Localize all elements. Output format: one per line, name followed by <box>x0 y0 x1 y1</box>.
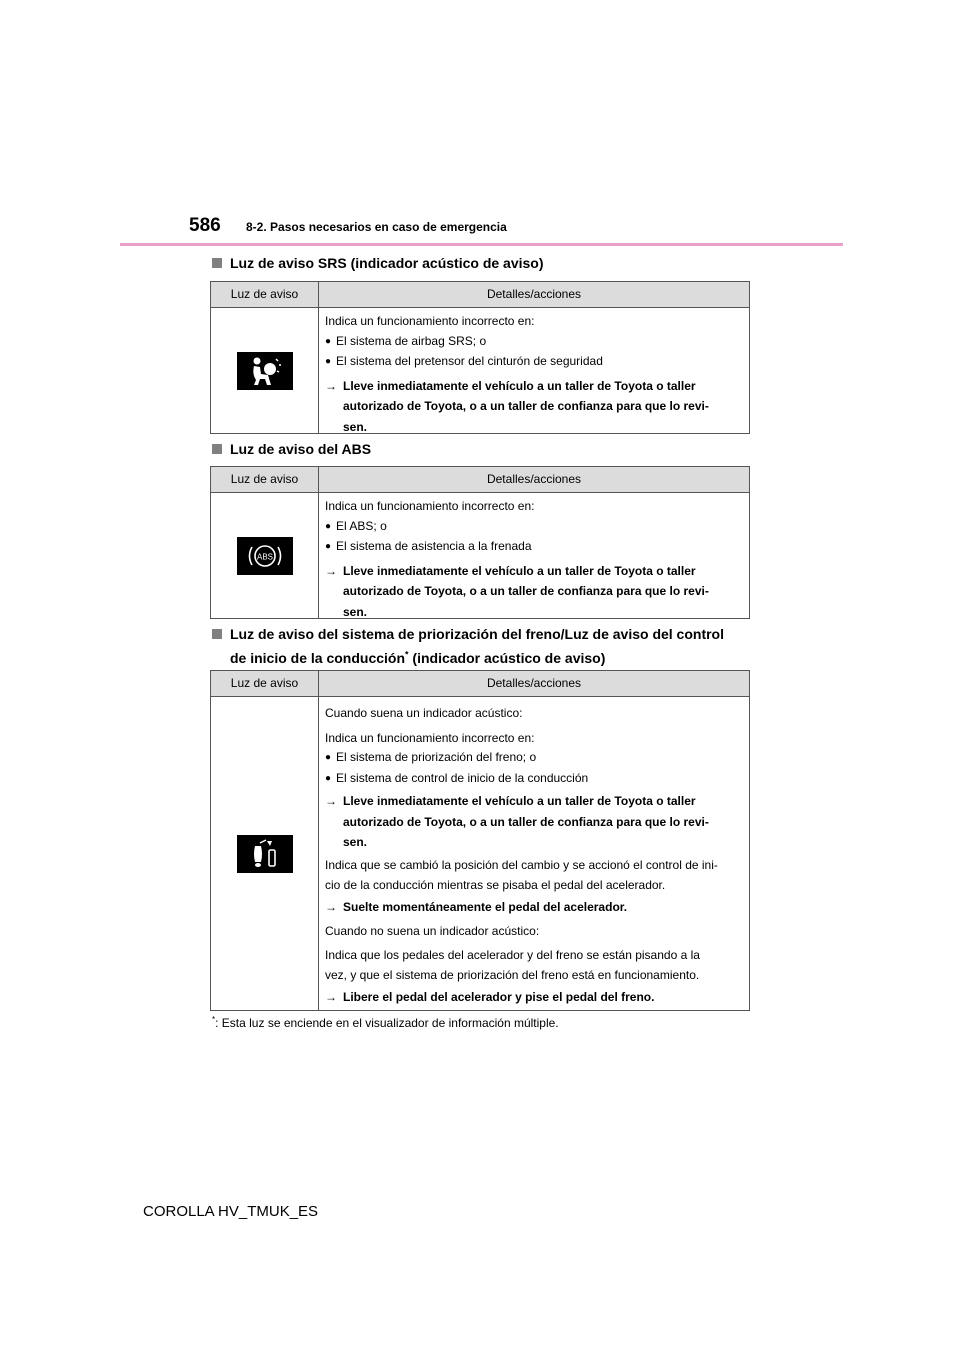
square-bullet-icon <box>212 629 222 639</box>
table-header <box>211 671 749 697</box>
footnote: *: Esta luz se enciende en el visualizador de información múltiple. <box>212 1015 559 1030</box>
col-warning-light: Luz de aviso <box>211 282 319 307</box>
arrow-icon: → <box>325 794 337 808</box>
col-details: Detalles/acciones <box>486 287 582 301</box>
table-header <box>211 282 749 308</box>
details-cell: Indica un funcionamiento incorrecto en: ● El ABS; o ● El sistema de asistencia a la frenada → Lleve inmediatamente el vehículo a un taller de Toyota o taller autorizado de Toyota, o a un taller de confianza para que lo revi- sen. <box>319 493 749 618</box>
col-details: Detalles/acciones <box>486 472 582 486</box>
header-divider <box>120 243 843 246</box>
table-row <box>211 308 749 433</box>
svg-text:ABS: ABS <box>256 552 273 561</box>
details-cell: Cuando suena un indicador acústico: Indica un funcionamiento incorrecto en: ● El sistema de priorización del freno; o ● El sistema de control de inicio de la conducción → Lleve inmediatamente el vehículo a un taller de Toyota o taller autorizado de Toyota, o a un taller de confianza para que lo revi- sen. Indica que se cambió la posición del cambio y se accionó el control de ini- cio de la conducción mientras se pisaba el pedal del acelerador. → Suelte momentáneamente el pedal del acelerador. Cuando no suena un indicador acústico: Indica que los pedales del acelerador y del freno se están pisando a la vez, y que el sistema de priorización del freno está en funcionamiento. → Libere el pedal del acelerador y pise el pedal del freno. <box>319 697 749 1010</box>
details-cell: Indica un funcionamiento incorrecto en: ● El sistema de airbag SRS; o ● El sistema del pretensor del cinturón de seguridad → Lleve inmediatamente el vehículo a un taller de Toyota o taller autorizado de Toyota, o a un taller de confianza para que lo revi- sen. <box>319 308 749 433</box>
srs-heading: Luz de aviso SRS (indicador acústico de aviso) <box>212 253 544 273</box>
srs-airbag-warning-icon <box>237 352 293 390</box>
action-text: → Lleve inmediatamente el vehículo a un taller de Toyota o taller autorizado de Toyota, o a un taller de confianza para que lo revi- sen. <box>325 376 743 438</box>
arrow-icon: → <box>325 899 337 914</box>
col-details: Detalles/acciones <box>486 676 582 690</box>
page-number: 586 <box>189 215 221 236</box>
arrow-icon: → <box>325 989 337 1004</box>
list-item: ● El sistema de priorización del freno; o <box>325 748 743 769</box>
brake-heading: Luz de aviso del sistema de priorización del freno/Luz de aviso del control de inicio de la conducción* (indicador acústico de aviso) <box>212 624 724 668</box>
arrow-icon: → <box>325 378 337 393</box>
action-text: → Libere el pedal del acelerador y pise el pedal del freno. <box>325 987 743 1008</box>
srs-table <box>210 281 750 434</box>
table-row <box>211 697 749 1010</box>
abs-table <box>210 466 750 619</box>
list-item: ● El sistema de airbag SRS; o <box>325 332 743 353</box>
action-text: → Suelte momentáneamente el pedal del acelerador. <box>325 897 743 918</box>
table-header <box>211 467 749 493</box>
brake-table <box>210 670 750 1011</box>
action-text: → Lleve inmediatamente el vehículo a un taller de Toyota o taller autorizado de Toyota, o a un taller de confianza para que lo revi- sen. <box>325 561 743 623</box>
arrow-icon: → <box>325 563 337 578</box>
action-text: → Lleve inmediatamente el vehículo a un taller de Toyota o taller autorizado de Toyota, o a un taller de confianza para que lo revi- sen. <box>325 791 743 853</box>
list-item: ● El sistema de control de inicio de la conducción <box>325 769 743 790</box>
section-title: 8-2. Pasos necesarios en caso de emergencia <box>246 220 507 234</box>
col-warning-light: Luz de aviso <box>211 467 319 492</box>
square-bullet-icon <box>212 444 222 454</box>
square-bullet-icon <box>212 258 222 268</box>
list-item: ● El sistema del pretensor del cinturón de seguridad <box>325 352 743 373</box>
list-item: ● El sistema de asistencia a la frenada <box>325 537 743 558</box>
table-row <box>211 493 749 618</box>
brake-override-warning-icon <box>237 835 293 873</box>
abs-heading: Luz de aviso del ABS <box>212 439 371 459</box>
abs-warning-icon <box>237 537 293 575</box>
footer-model: COROLLA HV_TMUK_ES <box>143 1203 319 1220</box>
col-warning-light: Luz de aviso <box>211 671 319 696</box>
list-item: ● El ABS; o <box>325 517 743 538</box>
